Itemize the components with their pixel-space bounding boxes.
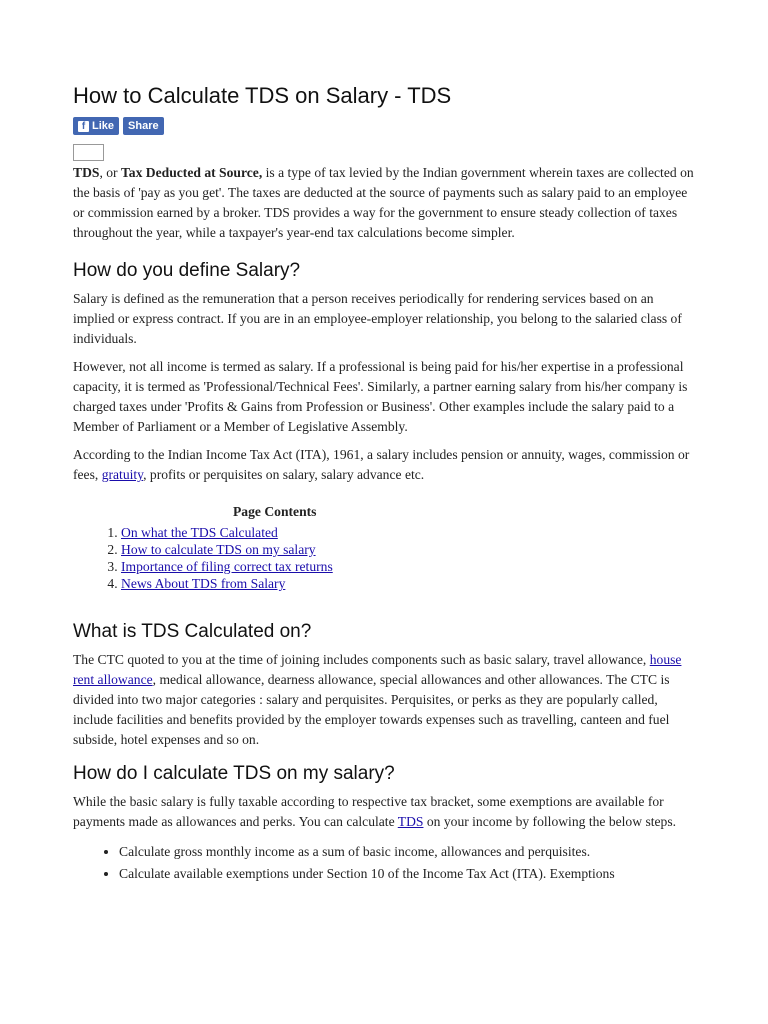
house-rent-allowance-link[interactable]: house rent allowance <box>73 652 682 687</box>
page-contents <box>73 503 695 592</box>
gratuity-link[interactable]: gratuity <box>101 467 144 482</box>
calc-on-heading: What is TDS Calculated on? <box>73 621 312 642</box>
salary-p3-text-after: , profits or perquisites on salary, salary advance etc. <box>143 467 425 482</box>
toc-item <box>121 524 695 541</box>
how-calc-heading: How do I calculate TDS on my salary? <box>73 763 395 784</box>
salary-p3-text-before: According to the Indian Income Tax Act (ITA), 1961, a salary includes pension or annuity, wages, commission or fees, <box>73 447 690 482</box>
calc-on-paragraph <box>73 650 695 750</box>
toc-item <box>121 575 695 592</box>
page-title: How to Calculate TDS on Salary - TDS <box>73 83 452 108</box>
calc-on-text-after: , medical allowance, dearness allowance, special allowances and other allowances. The CTC is divided into two major categories : salary and perquisites. Perquisites, or perks as they are popularly called, include facilities and benefits provided by the employer towards expenses such as travelling, canteen and fuel subside, hotel expenses and so on. <box>73 672 670 747</box>
intro-paragraph <box>73 163 695 243</box>
salary-paragraph-1: Salary is defined as the remuneration that a person receives periodically for rendering services based on an implied or express contract. If you are in an employee-employer relationship, you belong to the salaried class of individuals. <box>73 291 682 346</box>
toc-link-importance-filing[interactable]: Importance of filing correct tax returns <box>121 559 333 574</box>
toc-link-news[interactable]: News About TDS from Salary <box>121 576 286 591</box>
list-item: • Calculate gross monthly income as a sum of basic income, allowances and perquisites. <box>119 842 695 862</box>
like-label: Like <box>92 120 115 132</box>
toc-item <box>121 558 695 575</box>
how-calc-text-after: on your income by following the below steps. <box>423 814 677 829</box>
intro-connector: , or <box>99 165 121 180</box>
page-contents-title: Page Contents <box>233 504 317 519</box>
salary-heading: How do you define Salary? <box>73 260 301 281</box>
salary-paragraph-3 <box>73 445 695 485</box>
share-label: Share <box>128 120 159 132</box>
calculation-steps <box>73 842 695 884</box>
page-contents-list <box>73 524 695 592</box>
salary-paragraph-2: However, not all income is termed as salary. If a professional is being paid for his/her expertise in a professional capacity, it is termed as 'Professional/Technical Fees'. Similarly, a partner earning salary from his/her company is charged taxes under 'Profits & Gains from Profession or Business'. Other examples include the salary paid to a Member of Parliament or a Member of Legislative Assembly. <box>73 359 688 434</box>
intro-term: TDS <box>73 165 100 180</box>
facebook-share-button[interactable] <box>123 117 164 135</box>
toc-link-how-to-calculate[interactable]: How to calculate TDS on my salary <box>121 542 316 557</box>
facebook-like-button[interactable] <box>73 117 119 135</box>
facebook-icon: f <box>78 121 89 132</box>
list-item: • Calculate available exemptions under Section 10 of the Income Tax Act (ITA). Exemptions <box>119 864 695 884</box>
intro-text: is a type of tax levied by the Indian government wherein taxes are collected on the basis of 'pay as you get'. The taxes are deducted at the source of payments such as salary paid to an employee or commission earned by a broker. TDS provides a way for the government to ensure steady collection of taxes throughout the year, while a taxpayer's year-end tax calculations become simpler. <box>73 165 694 240</box>
tds-link[interactable]: TDS <box>397 814 424 829</box>
how-calc-text-before: While the basic salary is fully taxable according to respective tax bracket, some exemptions are available for payments made as allowances and perks. You can calculate <box>73 794 664 829</box>
empty-widget-box <box>73 144 104 161</box>
intro-full-form: Tax Deducted at Source, <box>120 165 263 180</box>
calc-on-text-before: The CTC quoted to you at the time of joining includes components such as basic salary, travel allowance, <box>73 652 650 667</box>
social-buttons <box>73 117 695 135</box>
toc-link-tds-calculated[interactable]: On what the TDS Calculated <box>121 525 278 540</box>
how-calc-paragraph <box>73 792 695 832</box>
toc-item <box>121 541 695 558</box>
